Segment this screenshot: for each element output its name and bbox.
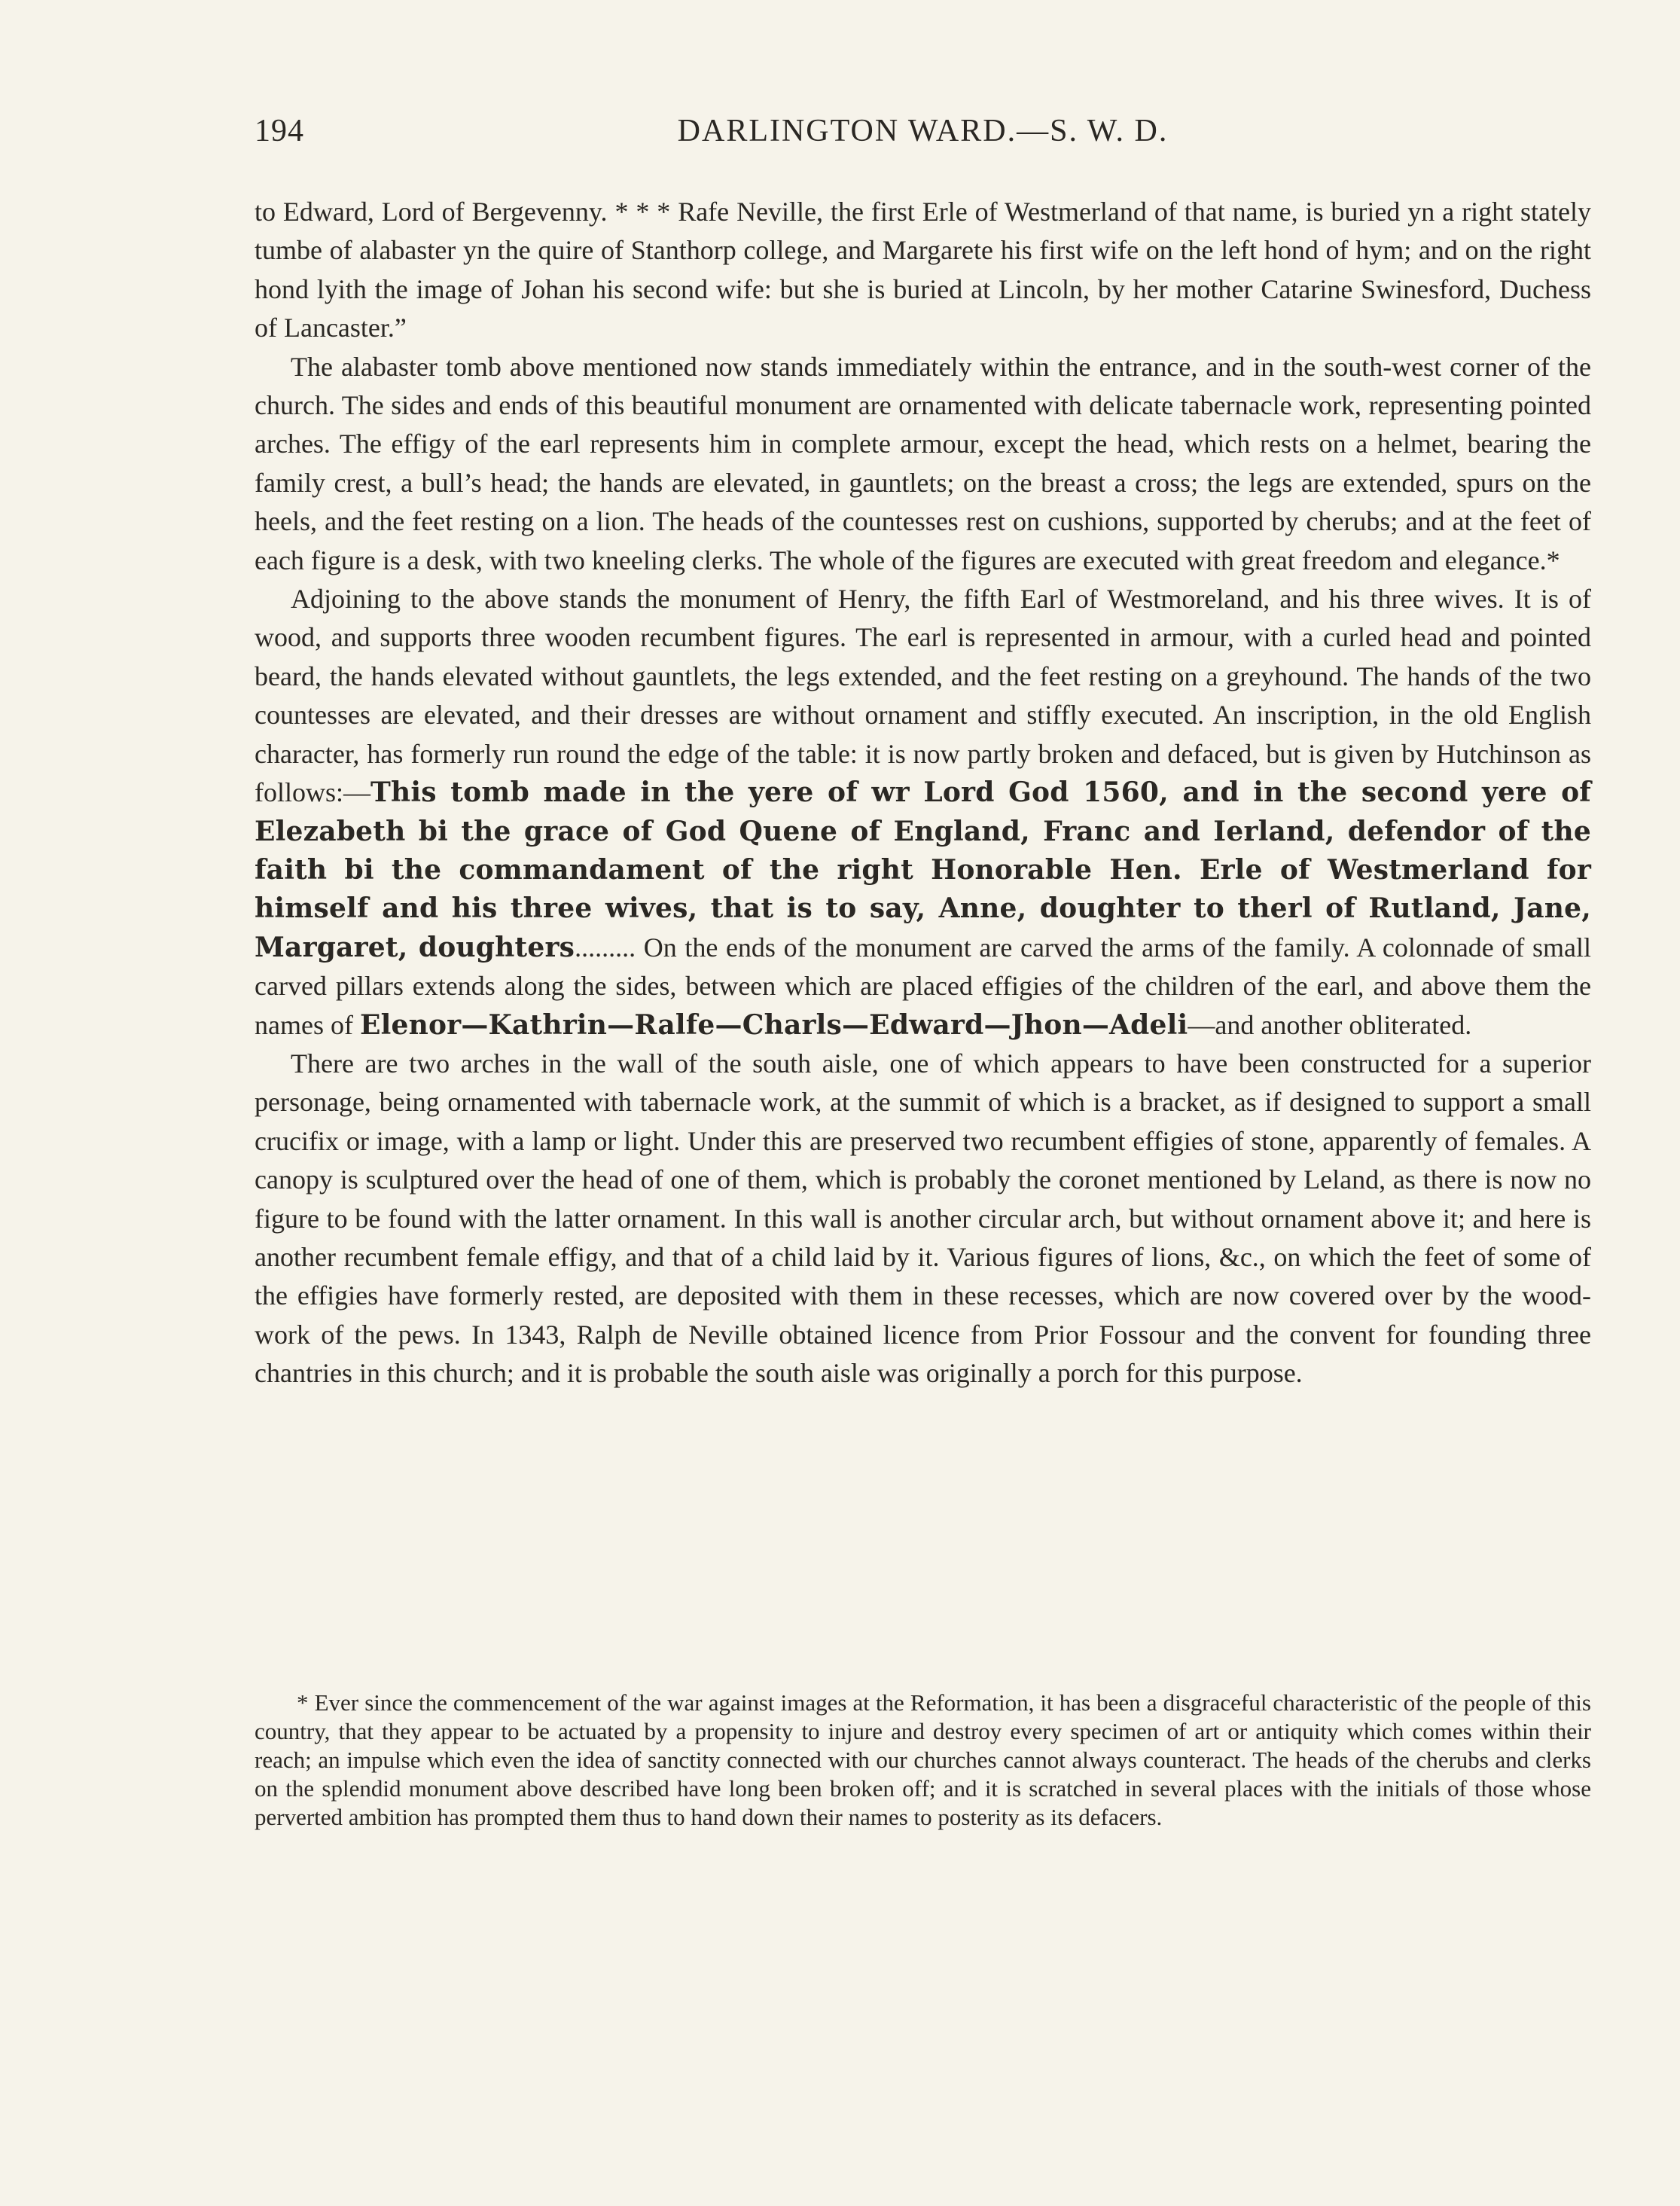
page-header: [255, 113, 1591, 158]
page-number: 194: [255, 114, 304, 148]
paragraph-3-text-a: Adjoining to the above stands the monument of Henry, the fifth Earl of Westmoreland, and his three wives. It is of wood, and supports three wooden recumbent figures. The earl is represented in armour, with a curled head and pointed beard, the hands elevated without gauntlets, the legs extended, and the feet resting on a greyhound. The hands of the two countesses are elevated, and their dresses are without ornament and stiffly executed. An inscription, in the old English character, has formerly run round the edge of the table: it is now partly broken and defaced, but is given by Hutchinson as follows:—: [255, 584, 1591, 808]
running-head: DARLINGTON WARD.—S. W. D.: [677, 114, 1169, 148]
paragraph-3-text-c: —and another obliterated.: [1188, 1009, 1472, 1040]
paragraph-1: to Edward, Lord of Bergevenny. * * * Rafe Neville, the first Erle of Westmerland of that name, is buried yn a right stately tumbe of alabaster yn the quire of Stanthorp college, and Margarete his first wife on the left hond of hym; and on the right hond lyith the image of Johan his second wife: but she is buried at Lincoln, by her mother Catarine Swinesford, Duchess of Lancaster.”: [255, 197, 1591, 343]
footnote-text: * Ever since the commencement of the war against images at the Reformation, it has been a disgraceful characteristic of the people of this country, that they appear to be actuated by a propensity to injure and destroy every specimen of art or antiquity which comes within their reach; an impulse which even the idea of sanctity connected with our churches cannot always counteract. The heads of the cherubs and clerks on the splendid monument above described have long been broken off; and it is scratched in several places with the initials of those whose perverted ambition has prompted them thus to hand down their names to posterity as its defacers.: [255, 1689, 1591, 1830]
blackletter-inscription: This tomb made in the yere of wr Lord God 1560, and in the second yere of Elezabeth bi the grace of God Quene of England, Franc and Ierland, defendor of the faith bi the commandament of the right Honorable Hen. Erle of Westmerland for himself and his three wives, that is to say, Anne, doughter to therl of Rutland, Jane, Margaret, doughters: [255, 777, 1591, 963]
body-text: [255, 193, 1591, 1393]
paragraph-2: The alabaster tomb above mentioned now stands immediately within the entrance, and in the south-west corner of the church. The sides and ends of this beautiful monument are ornamented with delicate tabernacle work, representing pointed arches. The effigy of the earl represents him in complete armour, except the head, which rests on a helmet, bearing the family crest, a bull’s head; the hands are elevated, in gauntlets; on the breast a cross; the legs are extended, spurs on the heels, and the feet resting on a lion. The heads of the countesses rest on cushions, supported by cherubs; and at the feet of each figure is a desk, with two kneeling clerks. The whole of the figures are executed with great freedom and elegance.*: [255, 351, 1591, 575]
footnote: [255, 1689, 1591, 1832]
paragraph-4: There are two arches in the wall of the south aisle, one of which appears to have been constructed for a superior personage, being ornamented with tabernacle work, at the summit of which is a bracket, as if designed to support a small crucifix or image, with a lamp or light. Under this are preserved two recumbent effigies of stone, apparently of females. A canopy is sculptured over the head of one of them, which is probably the coronet mentioned by Leland, as there is now no figure to be found with the latter ornament. In this wall is another circular arch, but without ornament above it; and here is another recumbent female effigy, and that of a child laid by it. Various figures of lions, &c., on which the feet of some of the effigies have formerly rested, are deposited with them in these recesses, which are now covered over by the wood-work of the pews. In 1343, Ralph de Neville obtained licence from Prior Fossour and the convent for founding three chantries in this church; and it is probable the south aisle was originally a porch for this purpose.: [255, 1048, 1591, 1389]
paragraph-3: [255, 580, 1591, 1045]
blackletter-children-names: Elenor—Kathrin—Ralfe—Charls—Edward—Jhon—Adeli: [359, 1008, 1188, 1041]
paragraph-3-text-b: ......... On the ends of the monument are carved the arms of the family. A colonnade of small carved pillars extends along the sides, between which are placed effigies of the children of the earl, and above them the names of: [255, 932, 1592, 1040]
